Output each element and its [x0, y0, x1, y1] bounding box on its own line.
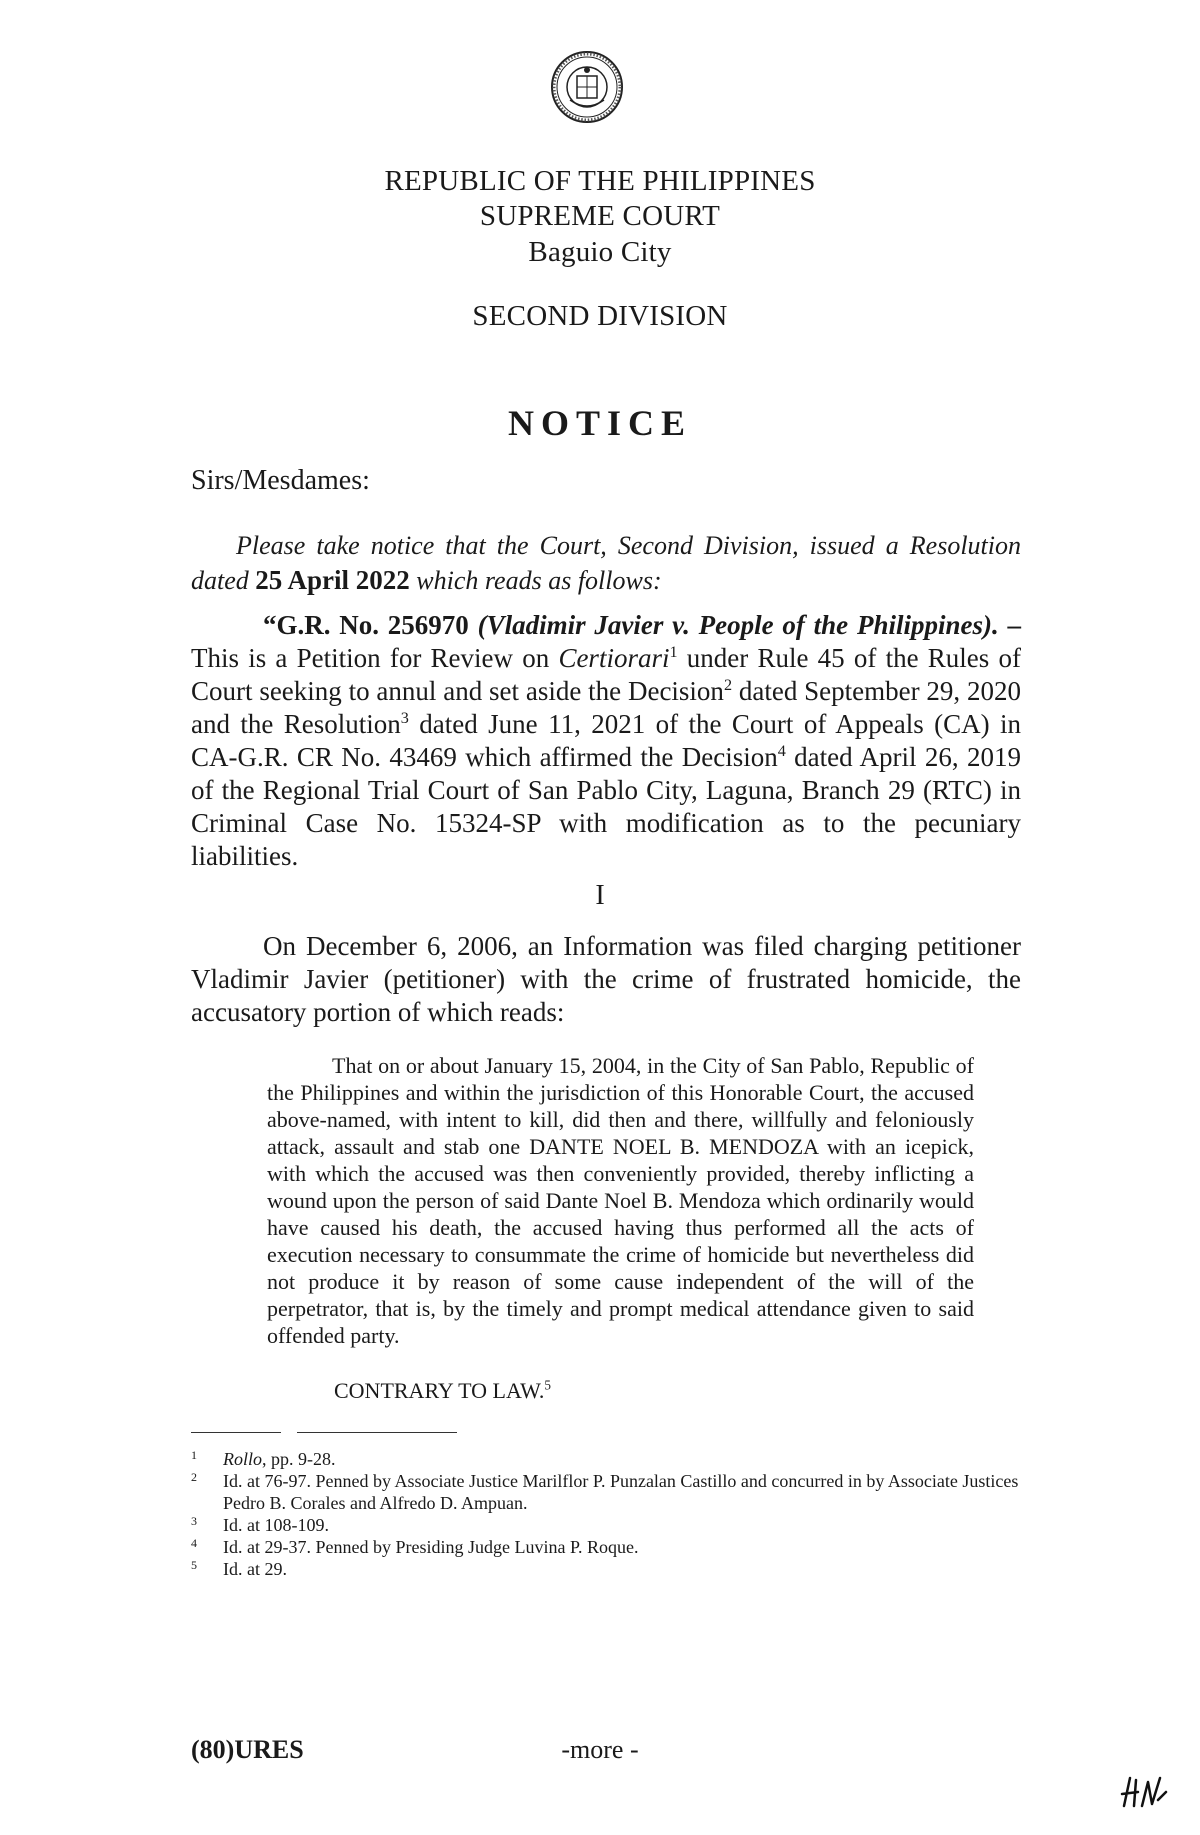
footnote-item	[191, 1514, 1051, 1536]
header-division: SECOND DIVISION	[472, 300, 728, 332]
case-text-1: This is a Petition for Review on	[191, 643, 559, 673]
case-text-2: under Rule 45 of the Rules of Court seeking to annul and set aside the Decision	[191, 643, 1021, 706]
salutation: Sirs/Mesdames:	[191, 465, 370, 496]
contrary-text: CONTRARY TO LAW.	[334, 1378, 545, 1403]
intro-text-before: Please take notice that the Court, Second Division, issued a Resolution dated	[191, 531, 1021, 595]
footnotes	[191, 1448, 1051, 1580]
footnote-number: 2	[191, 1470, 197, 1484]
footnote-ref-3: 3	[400, 709, 409, 727]
footnote-number: 3	[191, 1514, 197, 1528]
footnote-item	[191, 1470, 1051, 1514]
footnote-text: Id. at 29-37. Penned by Presiding Judge Luvina P. Roque.	[223, 1537, 639, 1557]
intro-text-after: which reads as follows:	[416, 566, 662, 595]
footnote-text: , pp. 9-28.	[262, 1449, 336, 1469]
contrary-to-law	[334, 1378, 551, 1404]
case-text-5: dated April 26, 2019 of the Regional Trial Court of San Pablo City, Laguna, Branch 29 (RTC) in Criminal Case No. 15324-SP with modification as to the pecuniary liabilities.	[191, 742, 1021, 871]
footnote-ref-5: 5	[544, 1377, 551, 1393]
footnote-item	[191, 1536, 1051, 1558]
case-dash: –	[998, 610, 1021, 640]
footnote-number: 5	[191, 1558, 197, 1572]
header-city: Baguio City	[528, 236, 672, 268]
case-open-quote: “	[263, 610, 277, 640]
case-text-4: dated June 11, 2021 of the Court of Appeals (CA) in CA-G.R. CR No. 43469 which affirmed the Decision	[191, 709, 1022, 772]
intro-paragraph	[191, 528, 1021, 598]
information-paragraph: On December 6, 2006, an Information was filed charging petitioner Vladimir Javier (petitioner) with the crime of frustrated homicide, the accusatory portion of which reads:	[191, 931, 1021, 1027]
handwritten-initials-signature	[1118, 1772, 1168, 1812]
footnote-text: Id. at 29.	[223, 1559, 287, 1579]
accusatory-quote: That on or about January 15, 2004, in the City of San Pablo, Republic of the Philippines and within the jurisdiction of this Honorable Court, the accused above-named, with intent to kill, did then and there, willfully and feloniously attack, assault and stab one DANTE NOEL B. MENDOZA with an icepick, with which the accused was then conveniently provided, thereby inflicting a wound upon the person of said Dante Noel B. Mendoza which ordinarily would have caused his death, the accused having thus performed all the acts of execution necessary to consummate the crime of homicide but nevertheless did not produce it by reason of some cause independent of the will of the perpetrator, that is, by the timely and prompt medical attendance given to said offended party.	[267, 1053, 974, 1348]
footnote-divider	[191, 1432, 281, 1433]
case-gr-number: G.R. No. 256970	[276, 610, 469, 640]
footnote-text: Id. at 76-97. Penned by Associate Justice Marilflor P. Punzalan Castillo and concurred in by Associate Justices Pedro B. Corales and Alfredo D. Ampuan.	[223, 1471, 1019, 1513]
supreme-court-seal-icon	[550, 50, 624, 124]
footnote-italic: Rollo	[223, 1449, 262, 1469]
footnote-item	[191, 1558, 1051, 1580]
case-caption: (Vladimir Javier v. People of the Philippines).	[477, 610, 999, 640]
footnote-divider-2	[297, 1432, 457, 1433]
footer-code: (80)URES	[191, 1735, 304, 1764]
header-court: SUPREME COURT	[479, 200, 721, 232]
footnote-ref-2: 2	[723, 676, 733, 694]
section-number: I	[595, 880, 605, 911]
case-text-3: dated September 29, 2020 and the Resolution	[191, 676, 1021, 739]
footnote-number: 4	[191, 1536, 197, 1550]
footnote-text: Id. at 108-109.	[223, 1515, 329, 1535]
case-certiorari: Certiorari	[558, 643, 670, 673]
notice-title: NOTICE	[507, 403, 693, 443]
resolution-date: 25 April 2022	[255, 565, 410, 595]
case-paragraph	[191, 609, 1021, 873]
footnote-ref-1: 1	[669, 643, 678, 661]
footnote-item	[191, 1448, 1051, 1470]
footer-more: -more -	[561, 1735, 639, 1764]
header-republic: REPUBLIC OF THE PHILIPPINES	[384, 165, 816, 197]
footnote-ref-4: 4	[777, 742, 786, 760]
footnote-number: 1	[191, 1448, 197, 1462]
